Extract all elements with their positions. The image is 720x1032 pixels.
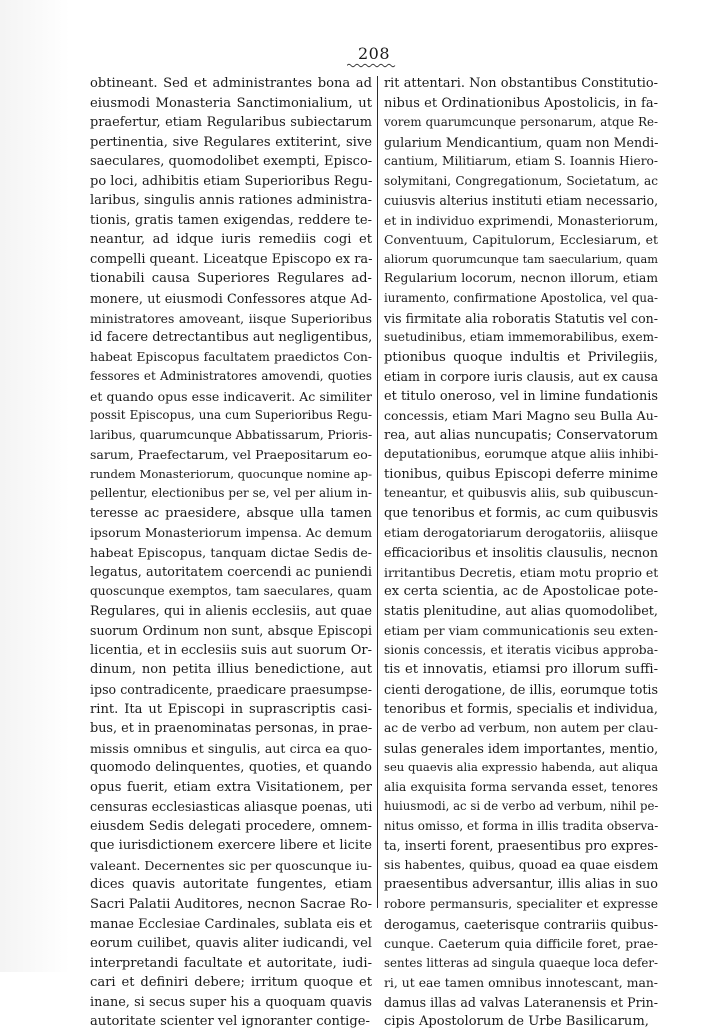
text-line: cari et definiri debere; irritum quoque et bbox=[90, 975, 372, 991]
text-line: dices quavis autoritate fungentes, etiam bbox=[90, 877, 372, 893]
text-line: rit attentari. Non obstantibus Constitutio- bbox=[384, 76, 658, 91]
text-line: Conventuum, Capitulorum, Ecclesiarum, et bbox=[384, 232, 658, 248]
text-line: dinum, non petita illius benedictione, aut bbox=[90, 662, 372, 678]
text-line: habeat Episcopus, tanquam dictae Sedis de- bbox=[90, 545, 372, 561]
text-line: cantium, Militiarum, etiam S. Ioannis Hiero- bbox=[384, 154, 658, 169]
text-line: gularium Mendicantium, quam non Mendi- bbox=[384, 134, 658, 150]
text-line: laribus, quarumcunque Abbatissarum, Prioris- bbox=[90, 427, 372, 442]
text-line: sionis concessis, et iteratis vicibus approba- bbox=[384, 642, 658, 657]
page-number-ornament bbox=[347, 63, 397, 68]
text-line: iuramento, confirmatione Apostolica, vel qua- bbox=[384, 291, 658, 306]
column-divider bbox=[377, 76, 378, 908]
text-line: compelli queant. Liceatque Episcopo ex ra- bbox=[90, 251, 372, 267]
text-line: tionis, gratis tamen exigendas, reddere te- bbox=[90, 212, 372, 228]
text-line: monere, ut eiusmodi Confessores atque Ad- bbox=[90, 291, 372, 307]
text-line: et titulo oneroso, vel in limine fundationis bbox=[384, 388, 658, 404]
text-line: nibus et Ordinationibus Apostolicis, in fa- bbox=[384, 95, 658, 111]
text-line: autoritate scienter vel ignoranter contige- bbox=[90, 1014, 370, 1030]
text-line: etiam derogatoriarum derogatoriis, aliisque bbox=[384, 525, 658, 540]
text-line: possit Episcopus, una cum Superioribus Regu- bbox=[90, 408, 372, 423]
text-line: et in individuo exprimendi, Monasteriorum, bbox=[384, 212, 658, 228]
text-line: vis firmitate alia roboratis Statutis vel con- bbox=[384, 310, 658, 326]
text-line: ministratores amoveant, iisque Superioribus bbox=[90, 310, 372, 326]
text-line: tis et innovatis, etiamsi pro illorum suffi- bbox=[384, 662, 658, 678]
scan-shadow bbox=[0, 0, 70, 972]
text-line: statis plenitudine, aut alias quomodolibet, bbox=[384, 603, 658, 619]
text-line: solymitani, Congregationum, Societatum, ac bbox=[384, 173, 658, 188]
text-line: etiam per viam communicationis seu exten- bbox=[384, 623, 658, 639]
page-number: 208 bbox=[357, 44, 391, 63]
text-line: aliorum quorumcunque tam saecularium, quam bbox=[384, 252, 658, 266]
text-line: cipis Apostolorum de Urbe Basilicarum, bbox=[384, 1014, 649, 1030]
text-line: tenoribus et formis, specialis et individua, bbox=[384, 701, 658, 717]
text-line: sentes litteras ad singula quaeque loca defer- bbox=[384, 955, 658, 970]
text-line: obtineant. Sed et administrantes bona ad bbox=[90, 76, 372, 91]
text-line: rint. Ita ut Episcopi in suprascriptis casi- bbox=[90, 701, 372, 717]
text-line: derogamus, caeterisque contrariis quibus- bbox=[384, 916, 658, 932]
text-line: concessis, etiam Mari Magno seu Bulla Au- bbox=[384, 408, 658, 424]
text-line: nitus omisso, et forma in illis tradita observa- bbox=[384, 818, 658, 833]
text-line: damus illas ad valvas Lateranensis et Prin- bbox=[384, 994, 658, 1010]
text-line: robore permansuris, specialiter et expresse bbox=[384, 896, 658, 911]
text-line: ipso contradicente, praedicare praesumpse- bbox=[90, 681, 372, 697]
text-line: praesentibus adversantur, illis alias in suo bbox=[384, 877, 658, 893]
text-line: teneantur, et quibusvis aliis, sub quibuscun- bbox=[384, 486, 658, 501]
text-line: sulas generales idem importantes, mentio, bbox=[384, 740, 658, 756]
text-line: opus fuerit, etiam extra Visitationem, per bbox=[90, 779, 372, 795]
text-line: suorum Ordinum non sunt, absque Episcopi bbox=[90, 623, 372, 639]
text-line: missis omnibus et singulis, aut circa ea quo- bbox=[90, 740, 372, 756]
text-line: licentia, et in ecclesiis suis aut suorum Or- bbox=[90, 642, 372, 658]
text-line: ri, ut eae tamen omnibus innotescant, man- bbox=[384, 975, 658, 991]
text-line: eorum cuilibet, quavis aliter iudicandi, vel bbox=[90, 936, 372, 952]
text-line: fessores et Administratores amovendi, quoties bbox=[90, 369, 372, 384]
text-line: suetudinibus, etiam immemorabilibus, exem- bbox=[384, 330, 658, 345]
text-line: cuiusvis alterius instituti etiam necessario, bbox=[384, 193, 658, 209]
text-line: huiusmodi, ac si de verbo ad verbum, nihil pe- bbox=[384, 799, 658, 814]
text-line: laribus, singulis annis rationes administra- bbox=[90, 193, 372, 209]
text-line: eiusmodi Monasteria Sanctimonialium, ut bbox=[90, 95, 372, 111]
text-line: teresse ac praesidere, absque ulla tamen bbox=[90, 506, 372, 522]
text-line: irritantibus Decretis, etiam motu proprio et bbox=[384, 564, 658, 580]
text-line: ipsorum Monasteriorum impensa. Ac demum bbox=[90, 525, 372, 540]
text-line: manae Ecclesiae Cardinales, sublata eis et bbox=[90, 916, 372, 932]
text-line: habeat Episcopus facultatem praedictos Con- bbox=[90, 349, 372, 364]
text-line: vorem quarumcunque personarum, atque Re- bbox=[384, 115, 658, 130]
text-line: deputationibus, eorumque atque aliis inhibi- bbox=[384, 447, 658, 462]
text-line: pellentur, electionibus per se, vel per alium in- bbox=[90, 486, 372, 501]
text-line: ac de verbo ad verbum, non autem per clau- bbox=[384, 721, 658, 736]
text-line: po loci, adhibitis etiam Superioribus Regu- bbox=[90, 173, 372, 189]
text-line: neantur, ad idque iuris remediis cogi et bbox=[90, 232, 372, 248]
text-line: que tenoribus et formis, ac cum quibusvis bbox=[384, 506, 658, 522]
text-line: eiusdem Sedis delegati procedere, omnem- bbox=[90, 818, 372, 834]
text-line: quoscunque exemptos, tam saeculares, quam bbox=[90, 584, 372, 599]
text-line: seu quaevis alia expressio habenda, aut aliqua bbox=[384, 760, 658, 775]
text-line: quomodo delinquentes, quoties, et quando bbox=[90, 760, 372, 776]
text-line: Sacri Palatii Auditores, necnon Sacrae Ro- bbox=[90, 896, 372, 912]
text-line: rea, aut alias nuncupatis; Conservatorum bbox=[384, 427, 658, 443]
text-line: pertinentia, sive Regulares extiterint, sive bbox=[90, 134, 372, 150]
text-line: et quando opus esse indicaverit. Ac similiter bbox=[90, 388, 372, 404]
text-line: ptionibus quoque indultis et Privilegiis, bbox=[384, 349, 658, 365]
text-line: inane, si secus super his a quoquam quavis bbox=[90, 994, 372, 1010]
text-line: bus, et in praenominatas personas, in prae- bbox=[90, 721, 372, 737]
text-line: censuras ecclesiasticas aliasque poenas, uti bbox=[90, 799, 372, 815]
text-line: cienti derogatione, de illis, eorumque totis bbox=[384, 681, 658, 697]
text-line: efficacioribus et insolitis clausulis, necnon bbox=[384, 545, 658, 561]
text-line: Regulares, qui in alienis ecclesiis, aut quae bbox=[90, 603, 372, 619]
text-line: praefertur, etiam Regularibus subiectarum bbox=[90, 115, 372, 131]
text-line: sis habentes, quibus, quoad ea quae eisdem bbox=[384, 857, 658, 872]
right-text-column bbox=[384, 74, 658, 1032]
left-text-column bbox=[90, 74, 372, 1032]
text-line: id facere detrectantibus aut negligentibus, bbox=[90, 330, 372, 346]
text-line: sarum, Praefectarum, vel Praepositarum eo- bbox=[90, 447, 372, 463]
text-line: valeant. Decernentes sic per quoscunque iu- bbox=[90, 857, 372, 873]
text-line: tionabili causa Superiores Regulares ad- bbox=[90, 271, 372, 287]
text-line: legatus, autoritatem coercendi ac puniendi bbox=[90, 564, 372, 580]
text-line: cunque. Caeterum quia difficile foret, prae- bbox=[384, 936, 658, 952]
text-line: que iurisdictionem exercere libere et licite bbox=[90, 838, 372, 854]
text-line: alia exquisita forma servanda esset, tenores bbox=[384, 779, 658, 794]
text-line: saeculares, quomodolibet exempti, Episco- bbox=[90, 154, 372, 170]
text-line: ex certa scientia, ac de Apostolicae pote- bbox=[384, 584, 658, 600]
text-line: etiam in corpore iuris clausis, aut ex causa bbox=[384, 369, 658, 385]
text-line: interpretandi facultate et autoritate, iudi- bbox=[90, 955, 372, 971]
text-line: Regularium locorum, necnon illorum, etiam bbox=[384, 271, 658, 286]
text-line: rundem Monasteriorum, quocunque nomine ap- bbox=[90, 466, 372, 481]
text-line: tionibus, quibus Episcopi deferre minime bbox=[384, 466, 658, 482]
text-line: ta, inserti forent, praesentibus pro expres- bbox=[384, 838, 658, 854]
